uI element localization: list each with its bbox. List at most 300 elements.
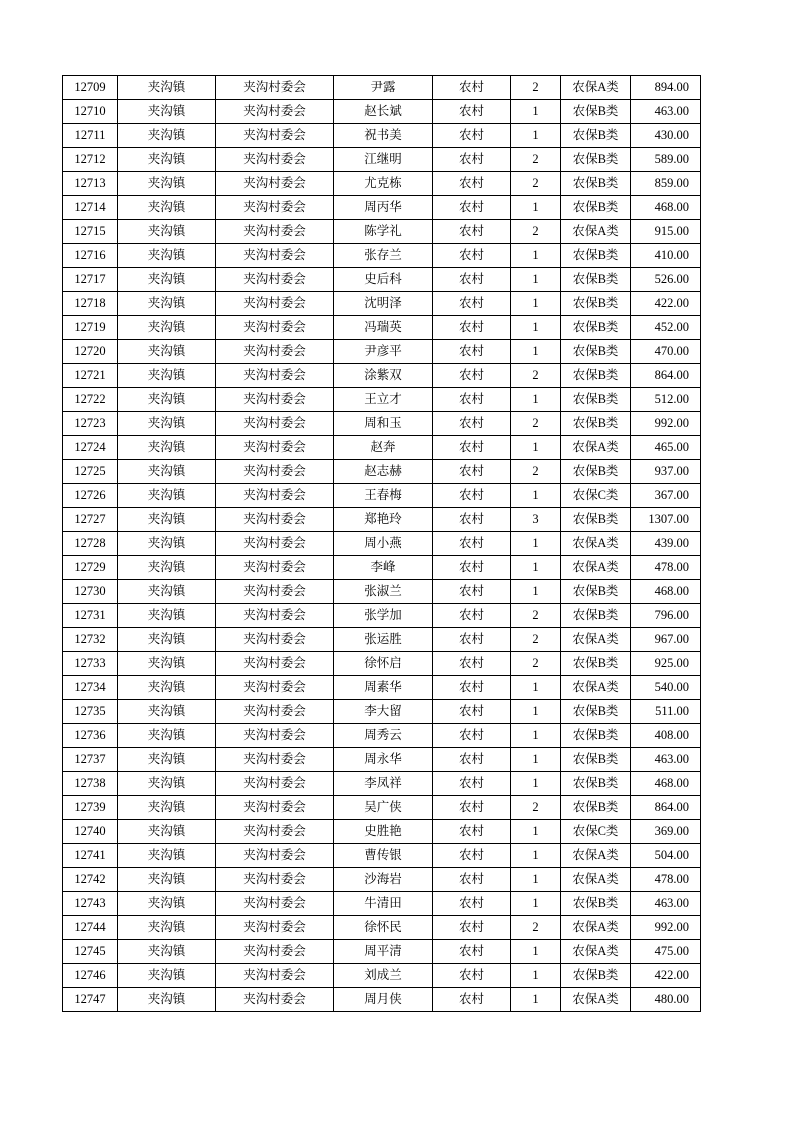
cell-insurance-category: 农保B类: [561, 316, 631, 340]
cell-village-committee: 夹沟村委会: [216, 940, 334, 964]
cell-village-committee: 夹沟村委会: [216, 508, 334, 532]
cell-serial-number: 12723: [63, 412, 118, 436]
cell-insurance-category: 农保B类: [561, 100, 631, 124]
cell-insurance-category: 农保B类: [561, 724, 631, 748]
cell-town: 夹沟镇: [118, 820, 216, 844]
cell-name: 陈学礼: [334, 220, 433, 244]
table-row: [63, 676, 701, 700]
cell-town: 夹沟镇: [118, 556, 216, 580]
cell-amount: 468.00: [631, 580, 701, 604]
cell-town: 夹沟镇: [118, 292, 216, 316]
cell-household-type: 农村: [433, 460, 511, 484]
cell-serial-number: 12720: [63, 340, 118, 364]
cell-amount: 864.00: [631, 364, 701, 388]
cell-amount: 470.00: [631, 340, 701, 364]
cell-person-count: 2: [511, 604, 561, 628]
cell-household-type: 农村: [433, 172, 511, 196]
cell-person-count: 1: [511, 244, 561, 268]
cell-household-type: 农村: [433, 148, 511, 172]
cell-person-count: 1: [511, 268, 561, 292]
cell-name: 张存兰: [334, 244, 433, 268]
cell-village-committee: 夹沟村委会: [216, 220, 334, 244]
cell-amount: 894.00: [631, 76, 701, 100]
cell-town: 夹沟镇: [118, 628, 216, 652]
cell-amount: 367.00: [631, 484, 701, 508]
cell-town: 夹沟镇: [118, 76, 216, 100]
table-row: [63, 556, 701, 580]
cell-person-count: 2: [511, 172, 561, 196]
cell-amount: 452.00: [631, 316, 701, 340]
cell-serial-number: 12721: [63, 364, 118, 388]
cell-town: 夹沟镇: [118, 988, 216, 1012]
cell-serial-number: 12711: [63, 124, 118, 148]
cell-village-committee: 夹沟村委会: [216, 676, 334, 700]
cell-town: 夹沟镇: [118, 676, 216, 700]
cell-town: 夹沟镇: [118, 508, 216, 532]
table-row: [63, 76, 701, 100]
cell-person-count: 1: [511, 700, 561, 724]
cell-insurance-category: 农保A类: [561, 676, 631, 700]
table-row: [63, 748, 701, 772]
cell-name: 周平清: [334, 940, 433, 964]
cell-insurance-category: 农保B类: [561, 772, 631, 796]
cell-name: 郑艳玲: [334, 508, 433, 532]
cell-amount: 422.00: [631, 964, 701, 988]
cell-person-count: 1: [511, 724, 561, 748]
cell-village-committee: 夹沟村委会: [216, 196, 334, 220]
cell-serial-number: 12726: [63, 484, 118, 508]
cell-name: 江继明: [334, 148, 433, 172]
cell-name: 李峰: [334, 556, 433, 580]
cell-village-committee: 夹沟村委会: [216, 580, 334, 604]
cell-household-type: 农村: [433, 748, 511, 772]
cell-serial-number: 12709: [63, 76, 118, 100]
cell-household-type: 农村: [433, 124, 511, 148]
cell-person-count: 1: [511, 676, 561, 700]
cell-amount: 478.00: [631, 556, 701, 580]
cell-amount: 430.00: [631, 124, 701, 148]
cell-amount: 967.00: [631, 628, 701, 652]
table-row: [63, 796, 701, 820]
cell-village-committee: 夹沟村委会: [216, 412, 334, 436]
cell-village-committee: 夹沟村委会: [216, 388, 334, 412]
cell-amount: 925.00: [631, 652, 701, 676]
table-row: [63, 124, 701, 148]
cell-name: 李凤祥: [334, 772, 433, 796]
cell-person-count: 1: [511, 820, 561, 844]
cell-village-committee: 夹沟村委会: [216, 340, 334, 364]
cell-town: 夹沟镇: [118, 892, 216, 916]
cell-insurance-category: 农保A类: [561, 916, 631, 940]
cell-household-type: 农村: [433, 436, 511, 460]
cell-household-type: 农村: [433, 892, 511, 916]
cell-household-type: 农村: [433, 532, 511, 556]
table-row: [63, 268, 701, 292]
cell-household-type: 农村: [433, 220, 511, 244]
cell-household-type: 农村: [433, 916, 511, 940]
table-row: [63, 820, 701, 844]
table-row: [63, 892, 701, 916]
table-row: [63, 244, 701, 268]
cell-village-committee: 夹沟村委会: [216, 484, 334, 508]
cell-household-type: 农村: [433, 340, 511, 364]
cell-serial-number: 12740: [63, 820, 118, 844]
cell-person-count: 1: [511, 940, 561, 964]
cell-insurance-category: 农保A类: [561, 220, 631, 244]
cell-person-count: 1: [511, 964, 561, 988]
cell-name: 刘成兰: [334, 964, 433, 988]
cell-person-count: 2: [511, 796, 561, 820]
cell-household-type: 农村: [433, 292, 511, 316]
cell-town: 夹沟镇: [118, 484, 216, 508]
cell-village-committee: 夹沟村委会: [216, 988, 334, 1012]
cell-village-committee: 夹沟村委会: [216, 700, 334, 724]
cell-village-committee: 夹沟村委会: [216, 556, 334, 580]
cell-town: 夹沟镇: [118, 412, 216, 436]
cell-serial-number: 12717: [63, 268, 118, 292]
cell-person-count: 1: [511, 892, 561, 916]
cell-insurance-category: 农保A类: [561, 844, 631, 868]
cell-person-count: 2: [511, 364, 561, 388]
table-row: [63, 724, 701, 748]
cell-serial-number: 12730: [63, 580, 118, 604]
cell-serial-number: 12729: [63, 556, 118, 580]
cell-name: 王立才: [334, 388, 433, 412]
cell-town: 夹沟镇: [118, 316, 216, 340]
cell-person-count: 1: [511, 436, 561, 460]
cell-village-committee: 夹沟村委会: [216, 772, 334, 796]
cell-name: 尤克栋: [334, 172, 433, 196]
cell-insurance-category: 农保B类: [561, 700, 631, 724]
cell-village-committee: 夹沟村委会: [216, 844, 334, 868]
cell-serial-number: 12737: [63, 748, 118, 772]
table-row: [63, 460, 701, 484]
cell-amount: 475.00: [631, 940, 701, 964]
cell-amount: 463.00: [631, 892, 701, 916]
cell-insurance-category: 农保B类: [561, 364, 631, 388]
cell-insurance-category: 农保A类: [561, 436, 631, 460]
cell-serial-number: 12712: [63, 148, 118, 172]
cell-town: 夹沟镇: [118, 772, 216, 796]
cell-village-committee: 夹沟村委会: [216, 532, 334, 556]
cell-amount: 463.00: [631, 748, 701, 772]
cell-serial-number: 12722: [63, 388, 118, 412]
cell-name: 周和玉: [334, 412, 433, 436]
cell-serial-number: 12719: [63, 316, 118, 340]
cell-household-type: 农村: [433, 196, 511, 220]
cell-person-count: 2: [511, 76, 561, 100]
cell-town: 夹沟镇: [118, 124, 216, 148]
cell-insurance-category: 农保B类: [561, 340, 631, 364]
cell-serial-number: 12724: [63, 436, 118, 460]
cell-serial-number: 12727: [63, 508, 118, 532]
cell-town: 夹沟镇: [118, 172, 216, 196]
cell-serial-number: 12728: [63, 532, 118, 556]
table-row: [63, 772, 701, 796]
cell-village-committee: 夹沟村委会: [216, 244, 334, 268]
table-row: [63, 340, 701, 364]
cell-town: 夹沟镇: [118, 796, 216, 820]
cell-serial-number: 12713: [63, 172, 118, 196]
cell-serial-number: 12718: [63, 292, 118, 316]
cell-insurance-category: 农保B类: [561, 604, 631, 628]
cell-person-count: 2: [511, 628, 561, 652]
cell-village-committee: 夹沟村委会: [216, 436, 334, 460]
cell-village-committee: 夹沟村委会: [216, 652, 334, 676]
cell-town: 夹沟镇: [118, 580, 216, 604]
cell-person-count: 2: [511, 460, 561, 484]
table-row: [63, 292, 701, 316]
cell-insurance-category: 农保B类: [561, 964, 631, 988]
cell-insurance-category: 农保C类: [561, 820, 631, 844]
cell-household-type: 农村: [433, 844, 511, 868]
cell-amount: 439.00: [631, 532, 701, 556]
cell-person-count: 1: [511, 316, 561, 340]
cell-amount: 504.00: [631, 844, 701, 868]
cell-person-count: 1: [511, 340, 561, 364]
table-row: [63, 532, 701, 556]
cell-name: 李大留: [334, 700, 433, 724]
cell-name: 赵奔: [334, 436, 433, 460]
cell-person-count: 1: [511, 868, 561, 892]
cell-name: 张淑兰: [334, 580, 433, 604]
cell-serial-number: 12742: [63, 868, 118, 892]
cell-name: 赵志赫: [334, 460, 433, 484]
table-row: [63, 436, 701, 460]
cell-insurance-category: 农保A类: [561, 628, 631, 652]
cell-town: 夹沟镇: [118, 964, 216, 988]
table-row: [63, 916, 701, 940]
table-row: [63, 148, 701, 172]
cell-insurance-category: 农保A类: [561, 868, 631, 892]
cell-village-committee: 夹沟村委会: [216, 748, 334, 772]
cell-insurance-category: 农保A类: [561, 532, 631, 556]
cell-name: 尹彦平: [334, 340, 433, 364]
cell-name: 王春梅: [334, 484, 433, 508]
cell-household-type: 农村: [433, 580, 511, 604]
cell-name: 沈明泽: [334, 292, 433, 316]
cell-village-committee: 夹沟村委会: [216, 460, 334, 484]
table-row: [63, 484, 701, 508]
cell-amount: 859.00: [631, 172, 701, 196]
cell-insurance-category: 农保B类: [561, 388, 631, 412]
cell-name: 史胜艳: [334, 820, 433, 844]
cell-name: 曹传银: [334, 844, 433, 868]
cell-town: 夹沟镇: [118, 100, 216, 124]
table-row: [63, 964, 701, 988]
cell-insurance-category: 农保B类: [561, 508, 631, 532]
cell-person-count: 1: [511, 556, 561, 580]
cell-name: 史后科: [334, 268, 433, 292]
cell-insurance-category: 农保B类: [561, 460, 631, 484]
cell-name: 吴广侠: [334, 796, 433, 820]
table-row: [63, 652, 701, 676]
cell-serial-number: 12747: [63, 988, 118, 1012]
cell-household-type: 农村: [433, 244, 511, 268]
cell-amount: 915.00: [631, 220, 701, 244]
cell-town: 夹沟镇: [118, 652, 216, 676]
cell-serial-number: 12746: [63, 964, 118, 988]
table-row: [63, 196, 701, 220]
cell-town: 夹沟镇: [118, 364, 216, 388]
cell-name: 张学加: [334, 604, 433, 628]
cell-town: 夹沟镇: [118, 844, 216, 868]
cell-insurance-category: 农保B类: [561, 244, 631, 268]
cell-serial-number: 12736: [63, 724, 118, 748]
cell-serial-number: 12741: [63, 844, 118, 868]
cell-town: 夹沟镇: [118, 748, 216, 772]
cell-serial-number: 12715: [63, 220, 118, 244]
cell-amount: 480.00: [631, 988, 701, 1012]
cell-village-committee: 夹沟村委会: [216, 964, 334, 988]
cell-name: 涂紫双: [334, 364, 433, 388]
cell-amount: 512.00: [631, 388, 701, 412]
cell-serial-number: 12733: [63, 652, 118, 676]
cell-town: 夹沟镇: [118, 940, 216, 964]
cell-name: 周秀云: [334, 724, 433, 748]
cell-town: 夹沟镇: [118, 916, 216, 940]
cell-town: 夹沟镇: [118, 388, 216, 412]
cell-household-type: 农村: [433, 100, 511, 124]
table-row: [63, 700, 701, 724]
cell-serial-number: 12714: [63, 196, 118, 220]
cell-insurance-category: 农保B类: [561, 292, 631, 316]
cell-household-type: 农村: [433, 508, 511, 532]
cell-household-type: 农村: [433, 364, 511, 388]
cell-insurance-category: 农保B类: [561, 172, 631, 196]
cell-household-type: 农村: [433, 964, 511, 988]
cell-name: 赵长斌: [334, 100, 433, 124]
cell-serial-number: 12738: [63, 772, 118, 796]
cell-insurance-category: 农保B类: [561, 580, 631, 604]
cell-person-count: 2: [511, 148, 561, 172]
cell-serial-number: 12734: [63, 676, 118, 700]
cell-town: 夹沟镇: [118, 196, 216, 220]
benefits-table: [62, 75, 701, 1012]
cell-household-type: 农村: [433, 724, 511, 748]
table-row: [63, 172, 701, 196]
cell-amount: 937.00: [631, 460, 701, 484]
cell-person-count: 1: [511, 772, 561, 796]
cell-village-committee: 夹沟村委会: [216, 172, 334, 196]
cell-person-count: 2: [511, 412, 561, 436]
cell-person-count: 1: [511, 388, 561, 412]
cell-insurance-category: 农保B类: [561, 412, 631, 436]
cell-household-type: 农村: [433, 676, 511, 700]
table-row: [63, 580, 701, 604]
cell-person-count: 1: [511, 196, 561, 220]
cell-village-committee: 夹沟村委会: [216, 796, 334, 820]
cell-village-committee: 夹沟村委会: [216, 364, 334, 388]
cell-insurance-category: 农保C类: [561, 484, 631, 508]
cell-amount: 864.00: [631, 796, 701, 820]
table-row: [63, 388, 701, 412]
cell-insurance-category: 农保B类: [561, 796, 631, 820]
table-row: [63, 844, 701, 868]
table-row: [63, 508, 701, 532]
cell-amount: 468.00: [631, 772, 701, 796]
table-row: [63, 988, 701, 1012]
cell-village-committee: 夹沟村委会: [216, 76, 334, 100]
cell-serial-number: 12716: [63, 244, 118, 268]
cell-village-committee: 夹沟村委会: [216, 628, 334, 652]
cell-village-committee: 夹沟村委会: [216, 316, 334, 340]
cell-town: 夹沟镇: [118, 436, 216, 460]
cell-village-committee: 夹沟村委会: [216, 868, 334, 892]
cell-person-count: 3: [511, 508, 561, 532]
cell-name: 冯瑞英: [334, 316, 433, 340]
cell-amount: 422.00: [631, 292, 701, 316]
table-row: [63, 412, 701, 436]
cell-town: 夹沟镇: [118, 244, 216, 268]
cell-name: 周月侠: [334, 988, 433, 1012]
cell-town: 夹沟镇: [118, 148, 216, 172]
cell-town: 夹沟镇: [118, 268, 216, 292]
cell-amount: 796.00: [631, 604, 701, 628]
cell-insurance-category: 农保B类: [561, 892, 631, 916]
cell-person-count: 1: [511, 100, 561, 124]
cell-amount: 526.00: [631, 268, 701, 292]
cell-insurance-category: 农保B类: [561, 268, 631, 292]
cell-amount: 468.00: [631, 196, 701, 220]
cell-village-committee: 夹沟村委会: [216, 916, 334, 940]
cell-person-count: 1: [511, 292, 561, 316]
cell-person-count: 1: [511, 580, 561, 604]
cell-household-type: 农村: [433, 604, 511, 628]
cell-town: 夹沟镇: [118, 340, 216, 364]
cell-household-type: 农村: [433, 700, 511, 724]
table-row: [63, 868, 701, 892]
cell-household-type: 农村: [433, 412, 511, 436]
cell-person-count: 1: [511, 988, 561, 1012]
cell-village-committee: 夹沟村委会: [216, 100, 334, 124]
cell-village-committee: 夹沟村委会: [216, 604, 334, 628]
cell-town: 夹沟镇: [118, 220, 216, 244]
cell-town: 夹沟镇: [118, 460, 216, 484]
cell-name: 沙海岩: [334, 868, 433, 892]
cell-amount: 463.00: [631, 100, 701, 124]
cell-insurance-category: 农保A类: [561, 988, 631, 1012]
cell-village-committee: 夹沟村委会: [216, 892, 334, 916]
cell-household-type: 农村: [433, 796, 511, 820]
cell-amount: 369.00: [631, 820, 701, 844]
cell-name: 徐怀启: [334, 652, 433, 676]
cell-town: 夹沟镇: [118, 724, 216, 748]
cell-insurance-category: 农保A类: [561, 76, 631, 100]
cell-insurance-category: 农保A类: [561, 556, 631, 580]
cell-household-type: 农村: [433, 484, 511, 508]
cell-person-count: 1: [511, 484, 561, 508]
cell-amount: 1307.00: [631, 508, 701, 532]
cell-household-type: 农村: [433, 556, 511, 580]
table-row: [63, 316, 701, 340]
cell-name: 周素华: [334, 676, 433, 700]
table-row: [63, 364, 701, 388]
cell-amount: 589.00: [631, 148, 701, 172]
cell-household-type: 农村: [433, 988, 511, 1012]
cell-person-count: 2: [511, 220, 561, 244]
cell-amount: 410.00: [631, 244, 701, 268]
cell-insurance-category: 农保B类: [561, 196, 631, 220]
cell-serial-number: 12732: [63, 628, 118, 652]
cell-name: 周小燕: [334, 532, 433, 556]
cell-person-count: 2: [511, 916, 561, 940]
cell-town: 夹沟镇: [118, 868, 216, 892]
table-row: [63, 604, 701, 628]
cell-household-type: 农村: [433, 820, 511, 844]
cell-insurance-category: 农保B类: [561, 652, 631, 676]
cell-village-committee: 夹沟村委会: [216, 292, 334, 316]
